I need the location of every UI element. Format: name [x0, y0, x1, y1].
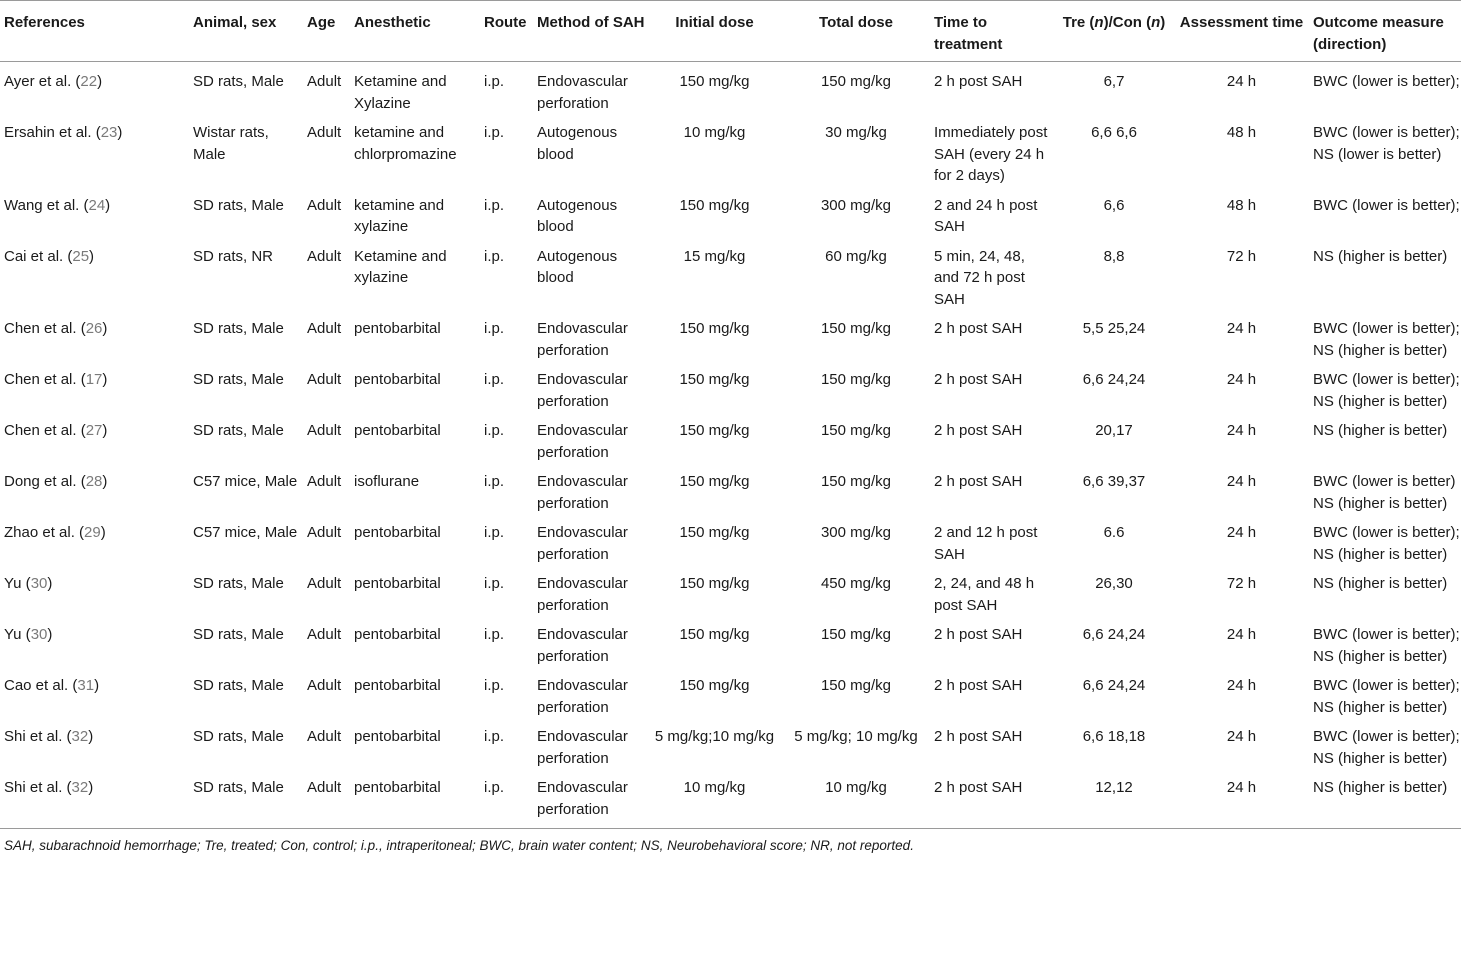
cell-route: i.p. — [484, 320, 505, 337]
cell-method: Endovascular perforation — [537, 677, 628, 716]
cell-tre-con: 6,6 — [1103, 196, 1125, 214]
cell-assessment-time: 24 h — [1226, 728, 1257, 745]
cell-age: Adult — [307, 196, 342, 214]
cell-reference — [0, 118, 189, 191]
cell-animal-sex: SD rats, Male — [193, 779, 284, 796]
cell-initial-dose: 15 mg/kg — [683, 247, 746, 265]
cell-animal-sex: SD rats, Male — [193, 422, 284, 439]
cell-outcome: BWC (lower is better) NS (higher is better) — [1313, 473, 1456, 512]
cell-route: i.p. — [484, 677, 505, 694]
cell-assessment-time: 72 h — [1226, 247, 1257, 265]
cell-animal-sex: C57 mice, Male — [193, 524, 298, 541]
cell-route: i.p. — [484, 371, 505, 388]
header-assessment-time: Assessment time — [1179, 14, 1304, 31]
header-anesthetic: Anesthetic — [354, 14, 431, 31]
reference-link[interactable]: 29 — [84, 524, 101, 541]
header-time-to-treatment: Time to treatment — [934, 14, 1003, 53]
cell-reference — [0, 62, 189, 119]
reference-close: ) — [100, 524, 106, 541]
cell-animal-sex: C57 mice, Male — [193, 473, 298, 490]
reference-author: Chen et al. ( — [4, 422, 86, 439]
cell-method: Endovascular perforation — [537, 320, 628, 359]
reference-link[interactable]: 28 — [85, 473, 103, 490]
reference-author: Wang et al. ( — [4, 196, 89, 214]
cell-assessment-time: 24 h — [1226, 779, 1257, 796]
cell-method: Autogenous blood — [537, 196, 618, 235]
cell-route: i.p. — [484, 473, 505, 490]
cell-anesthetic: ketamine and xylazine — [354, 196, 445, 235]
table-row — [0, 416, 1461, 467]
reference-close: ) — [47, 575, 53, 592]
reference-author: Yu ( — [4, 575, 31, 592]
cell-outcome: NS (higher is better) — [1313, 247, 1448, 265]
cell-route: i.p. — [484, 779, 505, 796]
cell-method: Endovascular perforation — [537, 422, 628, 461]
reference-author: Shi et al. ( — [4, 728, 72, 745]
cell-time-to-treatment: 2 h post SAH — [934, 371, 1023, 388]
cell-tre-con: 5,5 25,24 — [1082, 320, 1146, 337]
cell-total-dose: 150 mg/kg — [820, 73, 892, 90]
cell-reference — [0, 773, 189, 829]
cell-tre-con: 20,17 — [1095, 422, 1133, 439]
cell-total-dose: 300 mg/kg — [820, 196, 892, 214]
cell-animal-sex: SD rats, Male — [193, 677, 284, 694]
reference-link[interactable]: 17 — [85, 371, 103, 388]
cell-assessment-time: 24 h — [1226, 473, 1257, 490]
cell-tre-con: 6,7 — [1103, 73, 1125, 90]
cell-time-to-treatment: 2 h post SAH — [934, 626, 1023, 643]
cell-route: i.p. — [484, 575, 505, 592]
cell-tre-con: 6,6 39,37 — [1082, 473, 1146, 490]
header-method: Method of SAH — [537, 14, 645, 31]
cell-reference — [0, 416, 189, 467]
reference-close: ) — [47, 626, 53, 643]
table-row — [0, 118, 1461, 191]
cell-total-dose: 30 mg/kg — [825, 124, 887, 141]
cell-age: Adult — [307, 575, 342, 592]
cell-reference — [0, 518, 189, 569]
cell-reference — [0, 191, 189, 242]
cell-total-dose: 150 mg/kg — [820, 473, 892, 490]
cell-anesthetic: Ketamine and xylazine — [354, 247, 447, 286]
table-row — [0, 773, 1461, 829]
cell-reference — [0, 467, 189, 518]
reference-link[interactable]: 27 — [85, 422, 103, 439]
cell-route: i.p. — [484, 524, 505, 541]
table-row — [0, 722, 1461, 773]
cell-outcome: BWC (lower is better); NS (higher is better) — [1313, 626, 1460, 665]
cell-assessment-time: 24 h — [1226, 320, 1257, 337]
cell-time-to-treatment: 5 min, 24, 48, and 72 h post SAH — [934, 247, 1025, 308]
cell-anesthetic: pentobarbital — [354, 779, 441, 796]
cell-outcome: BWC (lower is better); — [1313, 196, 1460, 214]
cell-time-to-treatment: Immediately post SAH (every 24 h for 2 days) — [934, 124, 1048, 184]
cell-route: i.p. — [484, 626, 505, 643]
header-age: Age — [307, 14, 336, 31]
cell-initial-dose: 10 mg/kg — [683, 779, 746, 796]
cell-outcome: NS (higher is better) — [1313, 575, 1448, 592]
cell-route: i.p. — [484, 73, 505, 90]
cell-tre-con: 6,6 6,6 — [1091, 124, 1137, 141]
cell-outcome: BWC (lower is better); NS (higher is better) — [1313, 728, 1460, 767]
table-row — [0, 671, 1461, 722]
reference-close: ) — [97, 73, 103, 90]
cell-initial-dose: 150 mg/kg — [679, 575, 750, 592]
cell-age: Adult — [307, 422, 342, 439]
cell-total-dose: 5 mg/kg; 10 mg/kg — [794, 728, 918, 745]
table-row — [0, 569, 1461, 620]
reference-close: ) — [102, 422, 108, 439]
table-row — [0, 62, 1461, 119]
cell-time-to-treatment: 2 h post SAH — [934, 73, 1023, 90]
header-tre-con: Tre (n)/Con (n) — [1062, 14, 1166, 31]
table-row — [0, 518, 1461, 569]
cell-age: Adult — [307, 626, 342, 643]
cell-anesthetic: pentobarbital — [354, 575, 441, 592]
cell-time-to-treatment: 2 and 12 h post SAH — [934, 524, 1038, 563]
cell-total-dose: 150 mg/kg — [820, 677, 892, 694]
cell-tre-con: 6,6 24,24 — [1082, 626, 1146, 643]
cell-anesthetic: Ketamine and Xylazine — [354, 73, 447, 112]
cell-age: Adult — [307, 247, 342, 265]
reference-link[interactable]: 25 — [72, 247, 90, 265]
cell-animal-sex: SD rats, Male — [193, 320, 284, 337]
cell-reference — [0, 620, 189, 671]
reference-close: ) — [117, 124, 123, 141]
cell-animal-sex: SD rats, Male — [193, 73, 284, 90]
cell-reference — [0, 365, 189, 416]
cell-reference — [0, 671, 189, 722]
reference-link[interactable]: 26 — [85, 320, 103, 337]
table-row — [0, 191, 1461, 242]
cell-age: Adult — [307, 473, 342, 490]
cell-reference — [0, 242, 189, 315]
reference-author: Yu ( — [4, 626, 31, 643]
cell-outcome: BWC (lower is better); NS (higher is better) — [1313, 320, 1460, 359]
cell-initial-dose: 150 mg/kg — [679, 473, 750, 490]
cell-assessment-time: 24 h — [1226, 73, 1257, 90]
header-references: References — [4, 14, 85, 31]
table-row — [0, 467, 1461, 518]
cell-animal-sex: SD rats, Male — [193, 575, 284, 592]
cell-route: i.p. — [484, 196, 505, 214]
reference-close: ) — [89, 247, 95, 265]
cell-assessment-time: 24 h — [1226, 626, 1257, 643]
header-outcome: Outcome measure (direction) — [1313, 14, 1444, 53]
cell-method: Endovascular perforation — [537, 626, 628, 665]
cell-total-dose: 450 mg/kg — [820, 575, 892, 592]
cell-method: Endovascular perforation — [537, 728, 628, 767]
reference-author: Chen et al. ( — [4, 371, 86, 388]
cell-initial-dose: 150 mg/kg — [679, 626, 750, 643]
cell-time-to-treatment: 2, 24, and 48 h post SAH — [934, 575, 1035, 614]
cell-route: i.p. — [484, 247, 505, 265]
cell-initial-dose: 150 mg/kg — [679, 320, 750, 337]
cell-assessment-time: 72 h — [1226, 575, 1257, 592]
cell-initial-dose: 150 mg/kg — [679, 371, 750, 388]
header-row — [0, 1, 1461, 62]
reference-close: ) — [102, 473, 108, 490]
reference-link[interactable]: 24 — [88, 196, 106, 214]
reference-link[interactable]: 30 — [30, 626, 48, 643]
reference-author: Ayer et al. ( — [4, 73, 81, 90]
cell-anesthetic: pentobarbital — [354, 371, 441, 388]
cell-tre-con: 6,6 24,24 — [1082, 677, 1146, 694]
reference-link[interactable]: 32 — [71, 779, 89, 796]
cell-time-to-treatment: 2 h post SAH — [934, 677, 1023, 694]
cell-total-dose: 150 mg/kg — [820, 371, 892, 388]
cell-assessment-time: 48 h — [1226, 124, 1257, 141]
cell-time-to-treatment: 2 h post SAH — [934, 422, 1023, 439]
cell-age: Adult — [307, 371, 342, 388]
cell-initial-dose: 150 mg/kg — [679, 196, 750, 214]
cell-anesthetic: ketamine and chlorpromazine — [354, 124, 457, 163]
cell-tre-con: 6.6 — [1103, 524, 1125, 541]
cell-animal-sex: Wistar rats, Male — [193, 124, 269, 163]
table-row — [0, 620, 1461, 671]
cell-animal-sex: SD rats, Male — [193, 626, 284, 643]
cell-reference — [0, 569, 189, 620]
cell-time-to-treatment: 2 and 24 h post SAH — [934, 196, 1038, 235]
cell-outcome: NS (higher is better) — [1313, 422, 1448, 439]
cell-time-to-treatment: 2 h post SAH — [934, 473, 1023, 490]
cell-assessment-time: 24 h — [1226, 371, 1257, 388]
cell-animal-sex: SD rats, Male — [193, 196, 284, 214]
cell-anesthetic: pentobarbital — [354, 524, 441, 541]
cell-route: i.p. — [484, 124, 505, 141]
cell-age: Adult — [307, 320, 342, 337]
cell-age: Adult — [307, 73, 342, 90]
cell-route: i.p. — [484, 422, 505, 439]
cell-route: i.p. — [484, 728, 505, 745]
cell-method: Endovascular perforation — [537, 575, 628, 614]
cell-initial-dose: 150 mg/kg — [679, 73, 750, 90]
reference-link[interactable]: 23 — [100, 124, 118, 141]
cell-age: Adult — [307, 779, 342, 796]
reference-close: ) — [94, 677, 100, 694]
reference-author: Zhao et al. ( — [4, 524, 85, 541]
table-footnote: SAH, subarachnoid hemorrhage; Tre, treated; Con, control; i.p., intraperitoneal; BWC, brain water content; NS, Neurobehavioral score; NR, not reported. — [4, 838, 914, 853]
cell-anesthetic: pentobarbital — [354, 320, 441, 337]
cell-initial-dose: 5 mg/kg;10 mg/kg — [654, 728, 775, 745]
cell-tre-con: 12,12 — [1095, 779, 1133, 796]
cell-age: Adult — [307, 728, 342, 745]
cell-animal-sex: SD rats, NR — [193, 247, 274, 265]
cell-age: Adult — [307, 124, 342, 141]
cell-method: Endovascular perforation — [537, 473, 628, 512]
cell-assessment-time: 24 h — [1226, 524, 1257, 541]
cell-outcome: BWC (lower is better); NS (lower is better) — [1313, 124, 1460, 163]
cell-assessment-time: 24 h — [1226, 422, 1257, 439]
cell-anesthetic: pentobarbital — [354, 677, 441, 694]
cell-age: Adult — [307, 677, 342, 694]
cell-initial-dose: 10 mg/kg — [683, 124, 746, 141]
cell-anesthetic: isoflurane — [354, 473, 420, 490]
cell-tre-con: 26,30 — [1095, 575, 1133, 592]
header-route: Route — [484, 14, 527, 31]
table-row — [0, 365, 1461, 416]
cell-method: Endovascular perforation — [537, 524, 628, 563]
cell-method: Autogenous blood — [537, 124, 618, 163]
cell-time-to-treatment: 2 h post SAH — [934, 779, 1023, 796]
reference-close: ) — [88, 728, 94, 745]
cell-animal-sex: SD rats, Male — [193, 728, 284, 745]
reference-close: ) — [102, 320, 108, 337]
reference-author: Shi et al. ( — [4, 779, 72, 796]
reference-author: Chen et al. ( — [4, 320, 86, 337]
cell-outcome: BWC (lower is better); NS (higher is better) — [1313, 677, 1460, 716]
reference-close: ) — [102, 371, 108, 388]
cell-total-dose: 300 mg/kg — [820, 524, 892, 541]
cell-outcome: BWC (lower is better); — [1313, 73, 1460, 90]
header-total-dose: Total dose — [819, 14, 893, 31]
reference-close: ) — [105, 196, 111, 214]
reference-author: Ersahin et al. ( — [4, 124, 101, 141]
cell-reference — [0, 314, 189, 365]
cell-outcome: BWC (lower is better); NS (higher is better) — [1313, 371, 1460, 410]
cell-outcome: BWC (lower is better); NS (higher is better) — [1313, 524, 1460, 563]
cell-initial-dose: 150 mg/kg — [679, 524, 750, 541]
cell-age: Adult — [307, 524, 342, 541]
cell-assessment-time: 48 h — [1226, 196, 1257, 214]
reference-link[interactable]: 32 — [71, 728, 89, 745]
cell-total-dose: 10 mg/kg — [825, 779, 887, 796]
cell-initial-dose: 150 mg/kg — [679, 422, 750, 439]
cell-method: Autogenous blood — [537, 247, 618, 286]
cell-tre-con: 6,6 18,18 — [1082, 728, 1146, 745]
cell-method: Endovascular perforation — [537, 371, 628, 410]
cell-anesthetic: pentobarbital — [354, 626, 441, 643]
cell-initial-dose: 150 mg/kg — [679, 677, 750, 694]
cell-total-dose: 60 mg/kg — [825, 247, 887, 265]
table-row — [0, 314, 1461, 365]
reference-author: Cai et al. ( — [4, 247, 73, 265]
reference-link[interactable]: 22 — [80, 73, 98, 90]
cell-method: Endovascular perforation — [537, 779, 628, 818]
table-row — [0, 242, 1461, 315]
cell-total-dose: 150 mg/kg — [820, 422, 892, 439]
cell-time-to-treatment: 2 h post SAH — [934, 728, 1023, 745]
reference-link[interactable]: 31 — [77, 677, 95, 694]
header-initial-dose: Initial dose — [675, 14, 754, 31]
reference-author: Dong et al. ( — [4, 473, 86, 490]
reference-close: ) — [88, 779, 94, 796]
cell-outcome: NS (higher is better) — [1313, 779, 1448, 796]
cell-animal-sex: SD rats, Male — [193, 371, 284, 388]
cell-tre-con: 6,6 24,24 — [1082, 371, 1146, 388]
cell-anesthetic: pentobarbital — [354, 422, 441, 439]
header-animal-sex: Animal, sex — [193, 14, 277, 31]
cell-total-dose: 150 mg/kg — [820, 626, 892, 643]
reference-link[interactable]: 30 — [30, 575, 48, 592]
cell-assessment-time: 24 h — [1226, 677, 1257, 694]
cell-reference — [0, 722, 189, 773]
cell-anesthetic: pentobarbital — [354, 728, 441, 745]
reference-author: Cao et al. ( — [4, 677, 78, 694]
cell-time-to-treatment: 2 h post SAH — [934, 320, 1023, 337]
cell-total-dose: 150 mg/kg — [820, 320, 892, 337]
cell-tre-con: 8,8 — [1103, 247, 1125, 265]
cell-method: Endovascular perforation — [537, 73, 628, 112]
